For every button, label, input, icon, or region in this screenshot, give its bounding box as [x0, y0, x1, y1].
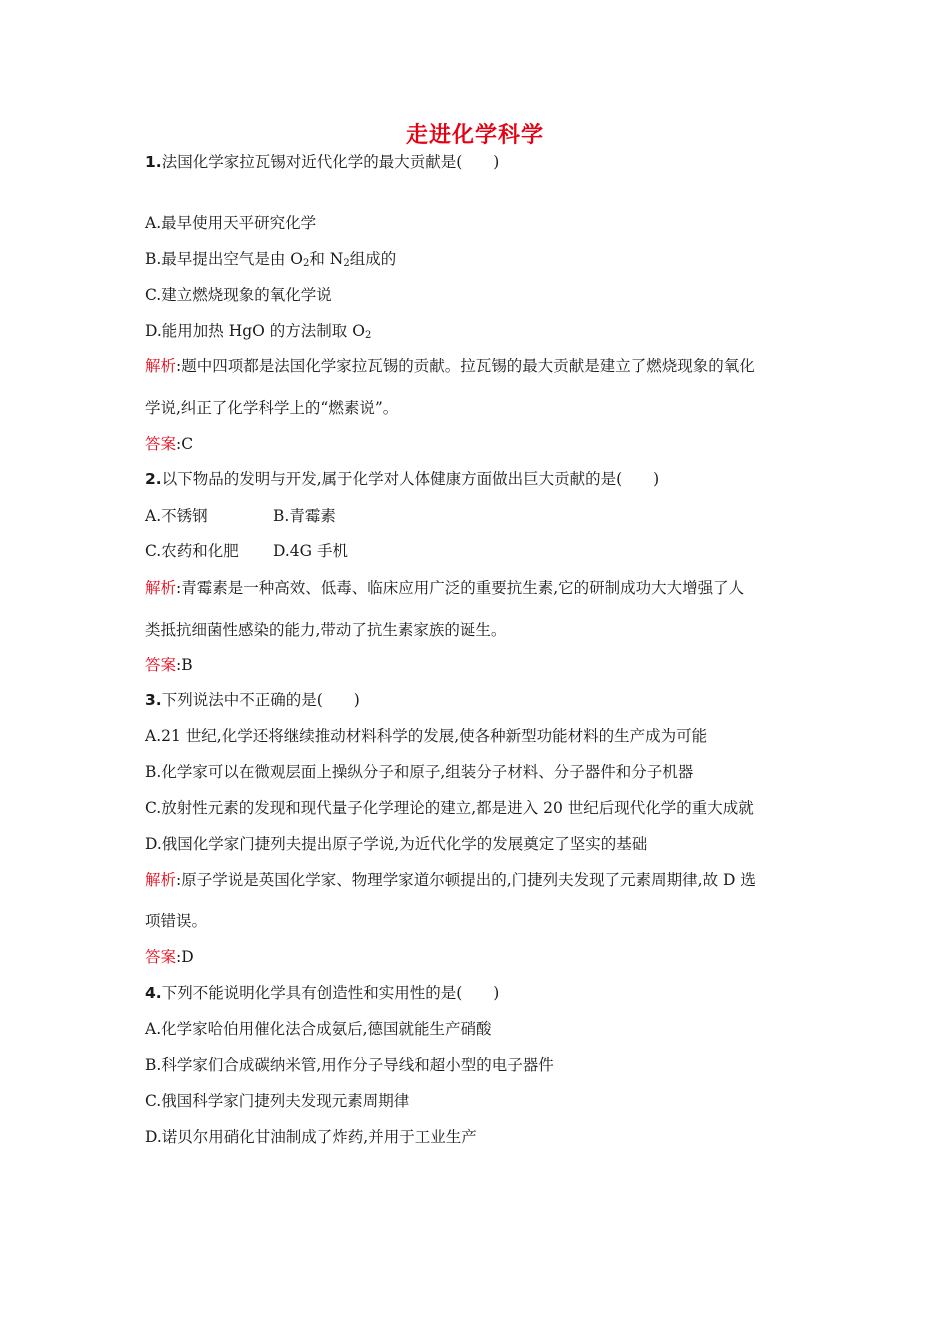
- q3-option-d: D.俄国化学家门捷列夫提出原子学说,为近代化学的发展奠定了坚实的基础: [145, 835, 648, 853]
- question-text: 下列说法中不正确的是( ): [161, 691, 360, 709]
- q2-analysis-line-2: 类抵抗细菌性感染的能力,带动了抗生素家族的诞生。: [145, 621, 507, 639]
- q4-option-a: A.化学家哈伯用催化法合成氨后,德国就能生产硝酸: [145, 1020, 492, 1038]
- q2-option-c: C.农药和化肥: [145, 542, 239, 560]
- q2-option-b: B.青霉素: [273, 507, 336, 525]
- q3-analysis-line-1: 解析:原子学说是英国化学家、物理学家道尔顿提出的,门捷列夫发现了元素周期律,故 D 选: [145, 871, 756, 889]
- q2-analysis-line-1: 解析:青霉素是一种高效、低毒、临床应用广泛的重要抗生素,它的研制成功大大增强了人: [145, 579, 745, 597]
- q2-answer: 答案:B: [145, 656, 193, 674]
- q2-options-cd: [145, 540, 348, 562]
- question-4-stem: [145, 982, 499, 1004]
- q2-option-d: D.4G 手机: [273, 542, 348, 560]
- q1-analysis-line-1: 解析:题中四项都是法国化学家拉瓦锡的贡献。拉瓦锡的最大贡献是建立了燃烧现象的氧化: [145, 357, 755, 375]
- question-text: 以下物品的发明与开发,属于化学对人体健康方面做出巨大贡献的是( ): [161, 470, 660, 488]
- question-2-stem: [145, 468, 659, 490]
- q1-option-a: A.最早使用天平研究化学: [145, 214, 317, 232]
- q1-analysis-line-2: 学说,纠正了化学科学上的“燃素说”。: [145, 399, 399, 417]
- q3-answer: 答案:D: [145, 948, 194, 966]
- question-number: 3.: [145, 691, 162, 709]
- q4-option-d: D.诺贝尔用硝化甘油制成了炸药,并用于工业生产: [145, 1128, 477, 1146]
- answer-label: 答案: [145, 656, 177, 674]
- q4-option-c: C.俄国科学家门捷列夫发现元素周期律: [145, 1092, 410, 1110]
- question-text: 法国化学家拉瓦锡对近代化学的最大贡献是( ): [161, 153, 500, 171]
- analysis-label: 解析: [145, 871, 177, 889]
- page-title: 走进化学科学: [405, 123, 544, 148]
- q3-option-b: B.化学家可以在微观层面上操纵分子和原子,组装分子材料、分子器件和分子机器: [145, 763, 694, 781]
- answer-label: 答案: [145, 435, 177, 453]
- q1-option-b: B.最早提出空气是由 $O_2$和 $N_2$组成的: [145, 250, 397, 269]
- question-number: 1.: [145, 153, 162, 171]
- question-3-stem: [145, 689, 360, 711]
- q1-option-d: D.能用加热 HgO 的方法制取 $O_2$: [145, 322, 372, 341]
- q2-options-ab: [145, 505, 336, 527]
- analysis-label: 解析: [145, 357, 177, 375]
- q3-analysis-line-2: 项错误。: [145, 912, 208, 930]
- question-number: 2.: [145, 470, 162, 488]
- answer-label: 答案: [145, 948, 177, 966]
- q1-option-c: C.建立燃烧现象的氧化学说: [145, 286, 332, 304]
- question-number: 4.: [145, 984, 162, 1002]
- analysis-label: 解析: [145, 579, 177, 597]
- q2-option-a: A.不锈钢: [145, 507, 208, 525]
- q1-answer: 答案:C: [145, 435, 194, 453]
- q4-option-b: B.科学家们合成碳纳米管,用作分子导线和超小型的电子器件: [145, 1056, 554, 1074]
- q3-option-c: C.放射性元素的发现和现代量子化学理论的建立,都是进入 20 世纪后现代化学的重大成就: [145, 799, 754, 817]
- q3-option-a: A.21 世纪,化学还将继续推动材料科学的发展,使各种新型功能材料的生产成为可能: [145, 727, 708, 745]
- question-text: 下列不能说明化学具有创造性和实用性的是( ): [161, 984, 500, 1002]
- question-1-stem: [145, 151, 499, 173]
